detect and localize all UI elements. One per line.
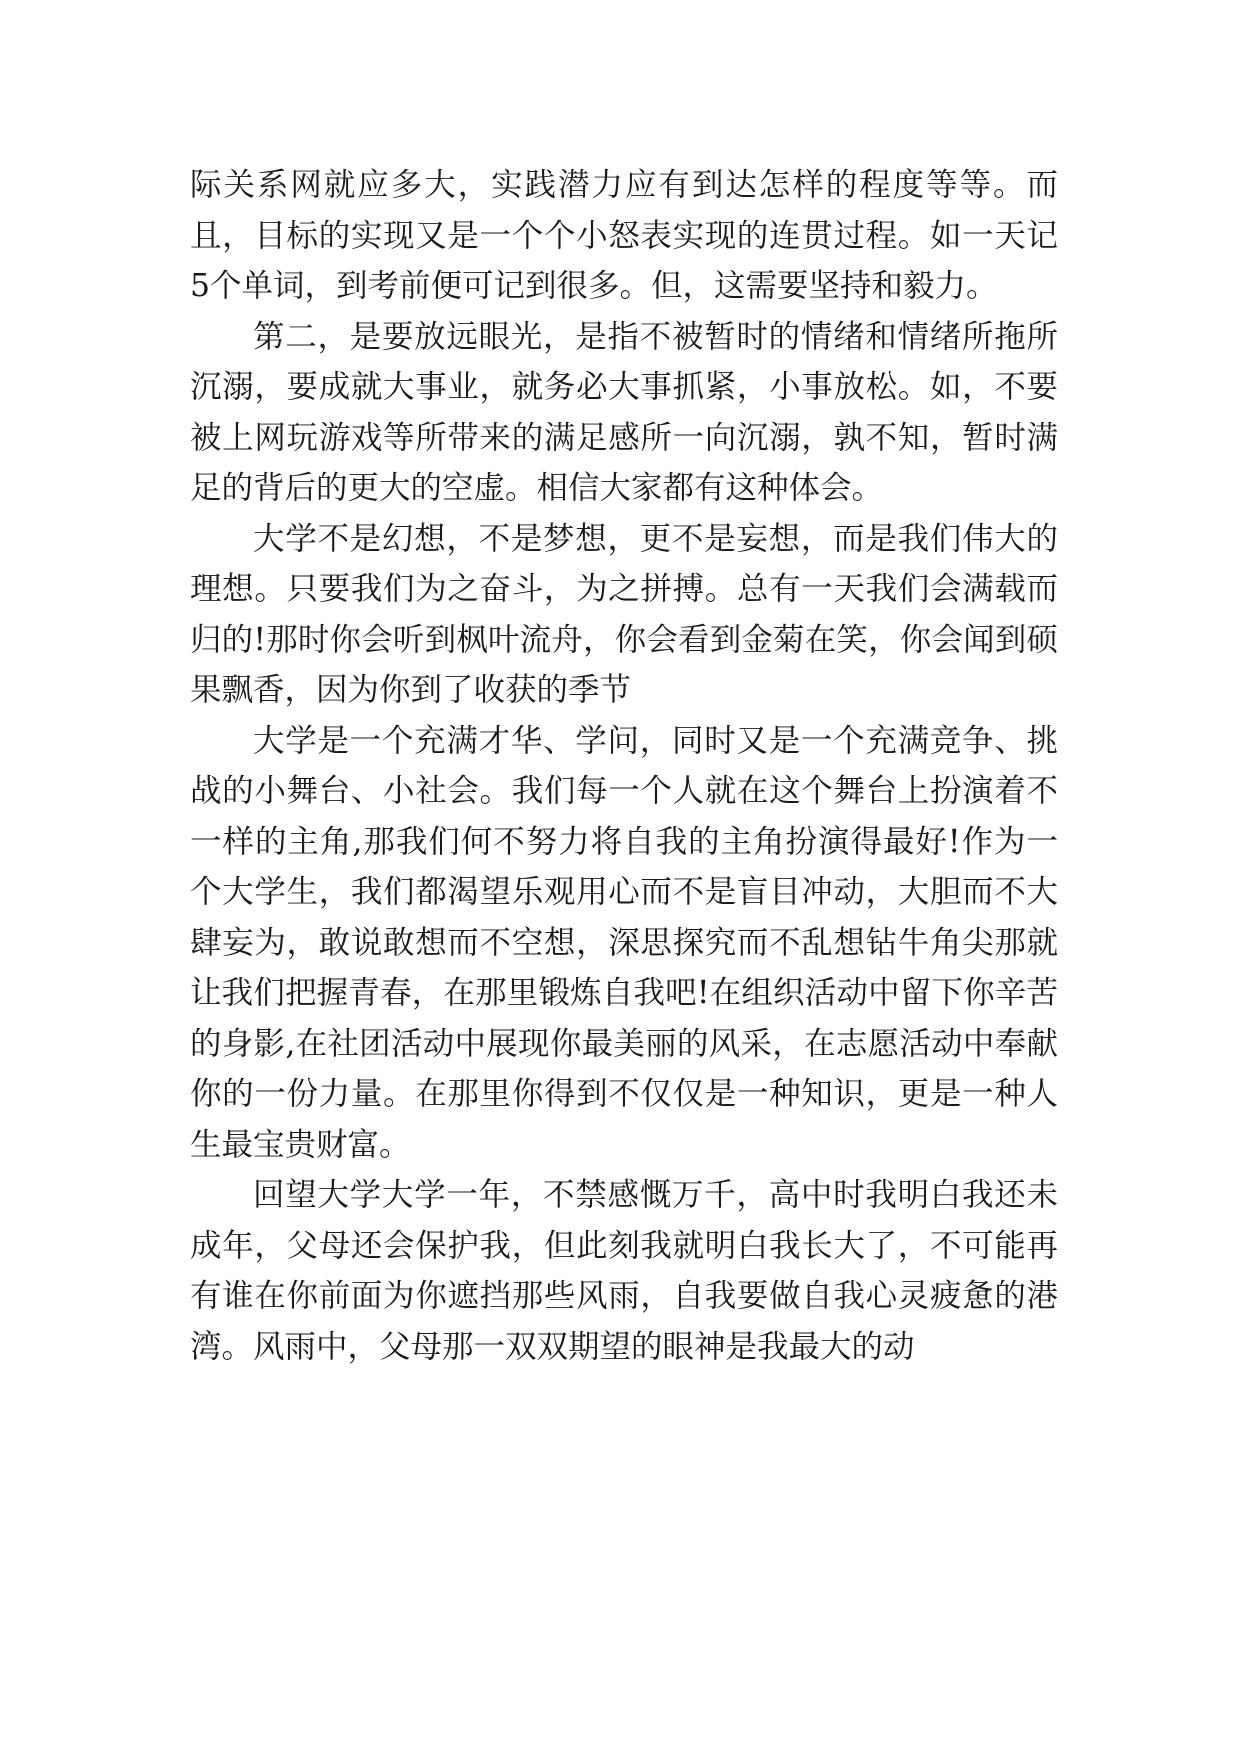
paragraph-4: 大学是一个充满才华、学问，同时又是一个充满竞争、挑战的小舞台、小社会。我们每一个人就在这个舞台上扮演着不一样的主角,那我们何不努力将自我的主角扮演得最好!作为一个大学生，我们都渴望乐观用心而不是盲目冲动，大胆而不大肆妄为，敢说敢想而不空想，深思探究而不乱想钻牛角尖那就让我们把握青春，在那里锻炼自我吧!在组织活动中留下你辛苦的身影,在社团活动中展现你最美丽的风采，在志愿活动中奉献你的一份力量。在那里你得到不仅仅是一种知识，更是一种人生最宝贵财富。 bbox=[190, 722, 1058, 1163]
paragraph-1: 际关系网就应多大，实践潜力应有到达怎样的程度等等。而且，目标的实现又是一个个小怒表实现的连贯过程。如一天记5个单词，到考前便可记到很多。但，这需要坚持和毅力。 bbox=[190, 167, 1058, 304]
paragraph-5: 回望大学大学一年，不禁感慨万千，高中时我明白我还未成年，父母还会保护我，但此刻我就明白我长大了，不可能再有谁在你前面为你遮挡那些风雨，自我要做自我心灵疲惫的港湾。风雨中，父母那一双双期望的眼神是我最大的动 bbox=[190, 1177, 1058, 1365]
paragraph-3: 大学不是幻想，不是梦想，更不是妄想，而是我们伟大的理想。只要我们为之奋斗，为之拼搏。总有一天我们会满载而归的!那时你会听到枫叶流舟，你会看到金菊在笑，你会闻到硕果飘香，因为你到了收获的季节 bbox=[190, 520, 1058, 708]
document-page bbox=[190, 160, 1058, 1372]
paragraph-2: 第二，是要放远眼光，是指不被暂时的情绪和情绪所拖所沉溺，要成就大事业，就务必大事抓紧，小事放松。如，不要被上网玩游戏等所带来的满足感所一向沉溺，孰不知，暂时满足的背后的更大的空虚。相信大家都有这种体会。 bbox=[190, 318, 1058, 506]
